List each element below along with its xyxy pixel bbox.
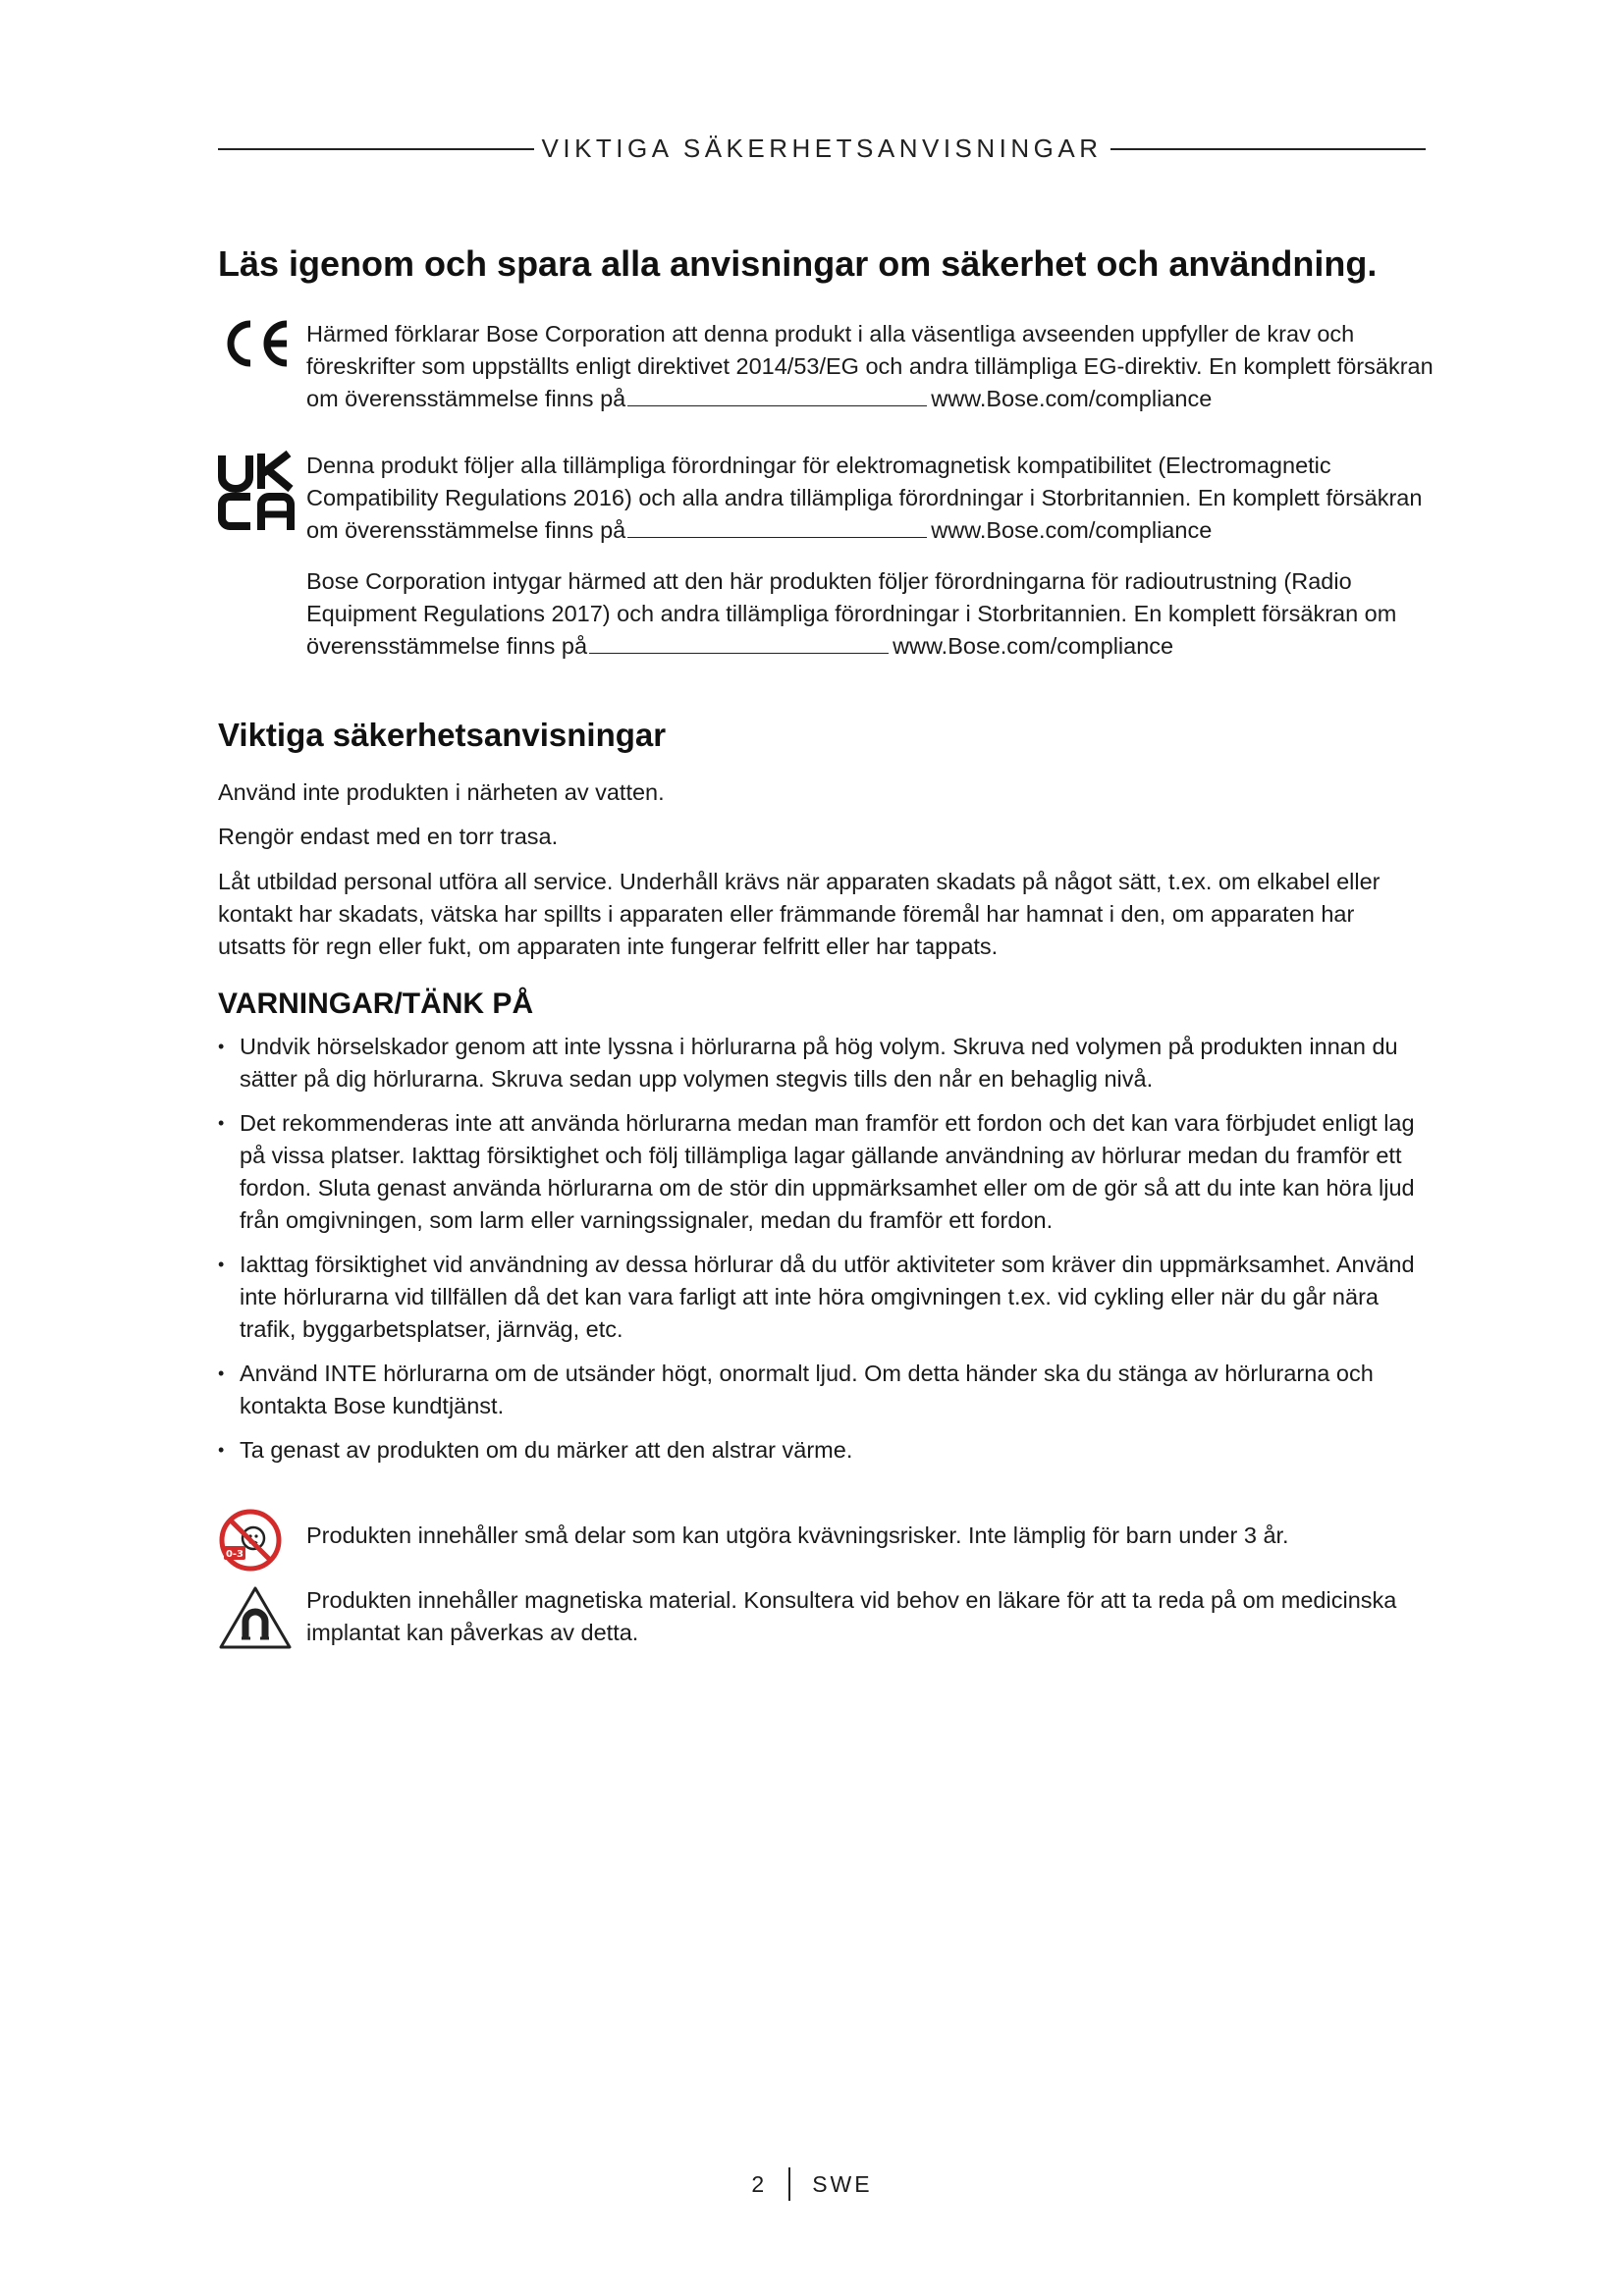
safety-paragraph: Rengör endast med en torr trasa. [218, 824, 559, 849]
magnet-hazard-text: Produkten innehåller magnetiska material. Konsultera vid behov en läkare för att ta reda på om medicinska implantat kan påverkas av detta. [306, 1587, 1397, 1645]
choking-hazard-text: Produkten innehåller små delar som kan utgöra kvävningsrisker. Inte lämplig för barn under 3 år. [306, 1522, 1289, 1548]
list-item: • Ta genast av produkten om du märker att den alstrar värme. [218, 1434, 1435, 1467]
list-item: • Använd INTE hörlurarna om de utsänder högt, onormalt ljud. Om detta händer ska du stänga av hörlurarna och kontakta Bose kundtjänst. [218, 1358, 1435, 1422]
running-header-title: VIKTIGA SÄKERHETSANVISNINGAR [541, 133, 1103, 163]
header-rule-left [218, 148, 534, 150]
ce-declaration-text [306, 318, 1435, 415]
list-item: • Undvik hörselskador genom att inte lyssna i hörlurarna på hög volym. Skruva ned volymen på produkten innan du sätter på dig hörlurarna. Skruva sedan upp volymen stegvis tills den når en behaglig nivå. [218, 1031, 1435, 1095]
ukca-declaration [218, 450, 1435, 547]
magnet-hazard [218, 1584, 1435, 1656]
page-number: 2 [751, 2170, 768, 2197]
ukca-declaration-text [306, 450, 1435, 547]
ce-declaration [218, 318, 1435, 415]
blank-line [589, 633, 889, 654]
footer-divider [788, 2167, 790, 2201]
warnings-list [218, 1031, 1435, 1478]
blank-line [627, 517, 927, 538]
magnet-warning-icon [218, 1584, 306, 1656]
choking-hazard-icon [218, 1508, 306, 1577]
radio-compliance-url: www.Bose.com/compliance [893, 633, 1174, 659]
ukca-mark-icon [218, 450, 306, 537]
ce-compliance-url: www.Bose.com/compliance [931, 386, 1213, 411]
ce-text: Härmed förklarar Bose Corporation att denna produkt i alla väsentliga avseenden uppfyller de krav och föreskrifter som uppställts enligt direktivet 2014/53/EG och andra tillämpliga EG-direktiv. En komplett försäkran om överensstämmelse finns på [306, 321, 1434, 411]
ukca-text: Denna produkt följer alla tillämpliga förordningar för elektromagnetisk kompatibilitet (Electromagnetic Compatibility Regulations 2016) och alla andra tillämpliga förordningar i Storbritannien. En komplett försäkran om överensstämmelse finns på [306, 453, 1423, 543]
choking-hazard [218, 1508, 1435, 1577]
radio-declaration-text [306, 565, 1435, 663]
safety-heading: Viktiga säkerhetsanvisningar [218, 717, 667, 753]
running-header [218, 133, 1426, 164]
safety-paragraph: Låt utbildad personal utföra all service. Underhåll krävs när apparaten skadats på något sätt, t.ex. om elkabel eller kontakt har skadats, vätska har spillts i apparaten eller främmande föremål har hamnat i den, om apparaten har utsatts för regn eller fukt, om apparaten inte fungerar felfritt eller har tappats. [218, 869, 1380, 959]
radio-declaration [218, 565, 1435, 663]
header-rule-right [1110, 148, 1427, 150]
svg-text:0-3: 0-3 [225, 1549, 244, 1560]
page-title: Läs igenom och spara alla anvisningar om säkerhet och användning. [218, 243, 1378, 284]
list-item: • Iakttag försiktighet vid användning av dessa hörlurar då du utför aktiviteter som kräver din uppmärksamhet. Använd inte hörlurarna vid tillfällen då det kan vara farligt att inte höra omgivningen t.ex. vid cykling eller när du går nära trafik, byggarbetsplatser, järnväg, etc. [218, 1249, 1435, 1346]
ukca-compliance-url: www.Bose.com/compliance [931, 517, 1213, 543]
blank-line [627, 386, 927, 406]
warnings-heading: VARNINGAR/TÄNK PÅ [218, 988, 534, 1020]
language-code: SWE [812, 2170, 873, 2197]
list-item: • Det rekommenderas inte att använda hörlurarna medan man framför ett fordon och det kan vara förbjudet enligt lag på vissa platser. Iakttag försiktighet och följ tillämpliga lagar gällande användning av hörlurar medan du framför ett fordon. Sluta genast använda hörlurarna om de stör din uppmärksamhet eller om de gör så att du inte kan höra ljud från omgivningen, som larm eller varningssignaler, medan du framför ett fordon. [218, 1107, 1435, 1237]
radio-text: Bose Corporation intygar härmed att den här produkten följer förordningarna för radioutrustning (Radio Equipment Regulations 2017) och andra tillämpliga förordningar i Storbritannien. En komplett försäkran om överensstämmelse finns på [306, 568, 1397, 659]
safety-paragraph: Använd inte produkten i närheten av vatten. [218, 779, 665, 805]
ce-mark-icon [218, 318, 306, 374]
page-footer [218, 2167, 1406, 2201]
